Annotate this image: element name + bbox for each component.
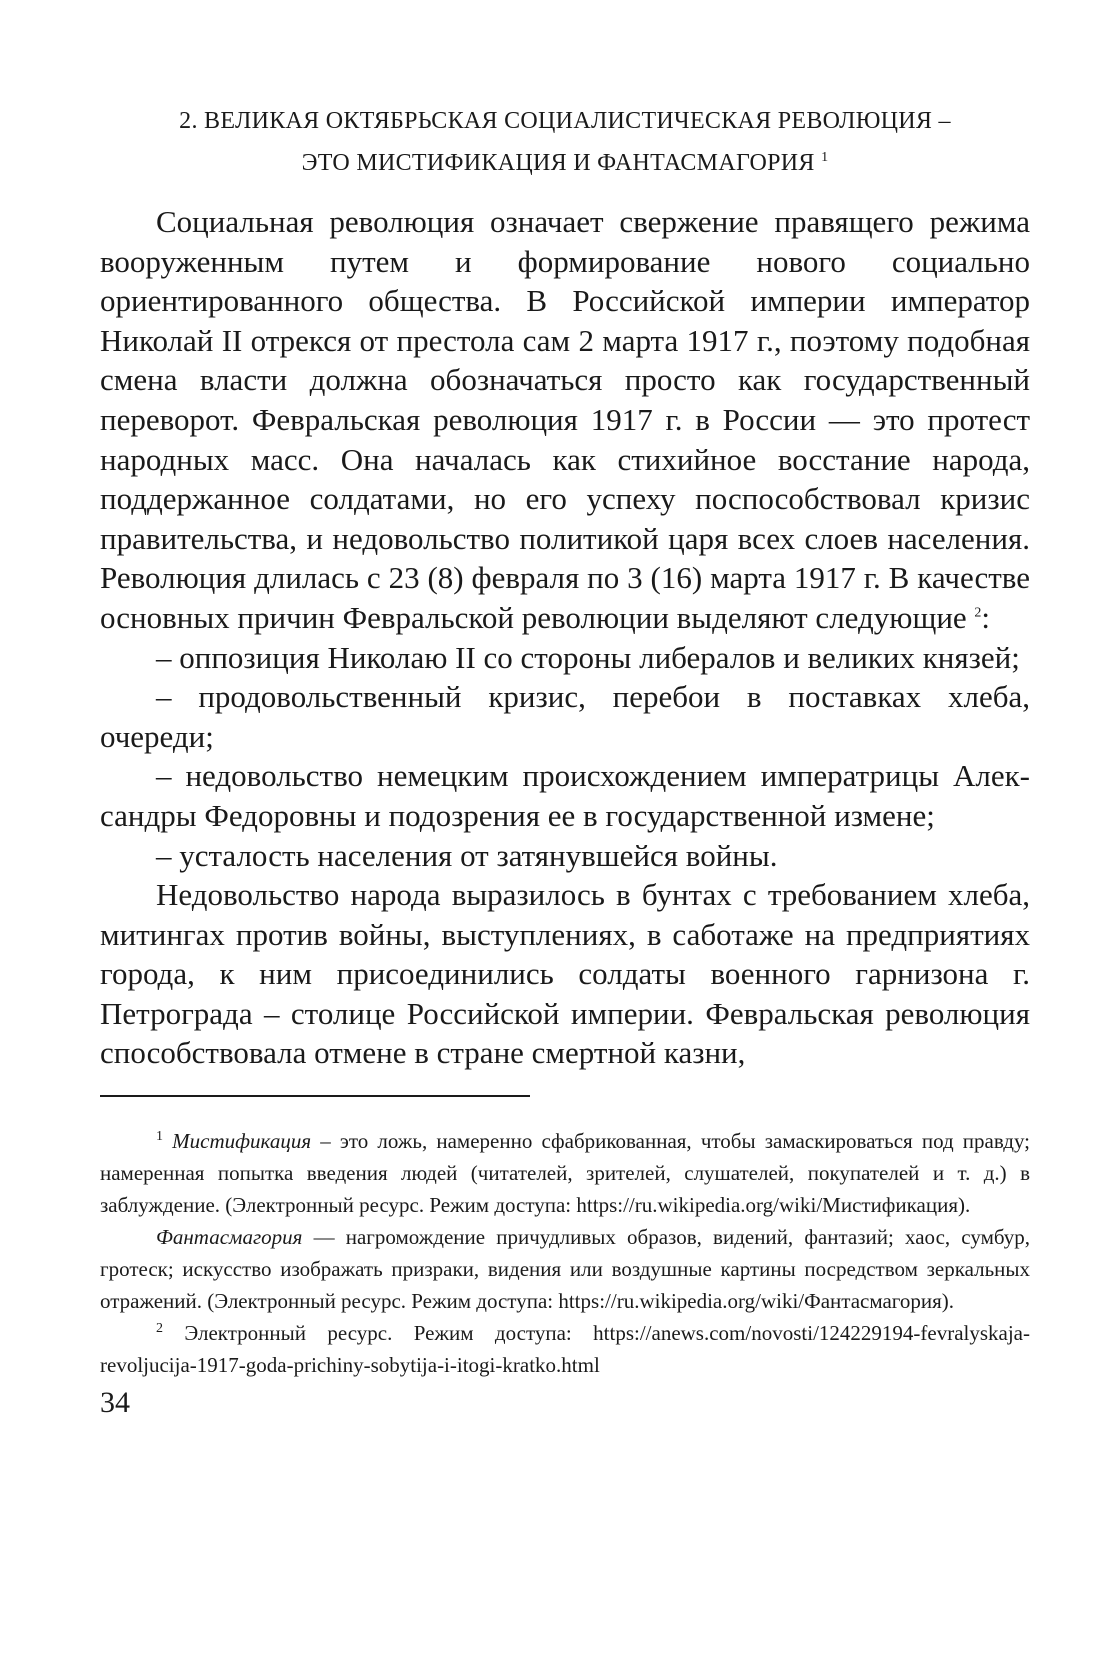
list-item: – недовольство немецким происхождением императрицы Александры Федоровны и подозрения ее в государственной измене; — [100, 758, 1030, 833]
list-item: – усталость населения от затянувшейся войны. — [156, 837, 778, 873]
footnote-2 — [100, 1317, 1030, 1381]
footnote-1b-term: Фантасмагория — [156, 1225, 303, 1250]
paragraph-1-footnote-ref: 2 — [974, 605, 982, 621]
footnote-1-continued — [100, 1221, 1030, 1317]
page-number: 34 — [100, 1386, 130, 1420]
heading-footnote-ref: 1 — [821, 150, 829, 165]
footnote-1-number: 1 — [156, 1129, 163, 1145]
footnote-1b-text: — нагромождение причудливых образов, видений, фантазий; хаос, сумбур, гротеск; искусство изображать призраки, видения или воздушные картины посредством зеркальных отражений. (Электронный ресурс. Режим доступа: https://ru.wikipedia.org/wiki/Фантасмагория). — [100, 1225, 1030, 1314]
footnote-2-text: Электронный ресурс. Режим доступа: https://anews.com/novosti/124229194-fevralyskaja-revoljucija-1917-goda-prichiny-sobytija-i-itogi-kratko.html — [100, 1321, 1030, 1378]
footnote-1-term: Мистификация — [172, 1129, 312, 1154]
footnote-divider — [100, 1095, 530, 1097]
footnotes — [100, 1125, 1030, 1381]
footnote-1 — [100, 1125, 1030, 1221]
paragraph-1 — [100, 202, 1030, 638]
footnote-2-number: 2 — [156, 1321, 163, 1337]
chapter-heading — [100, 100, 1030, 184]
list-item: – продовольственный кризис, перебои в поставках хлеба, очереди; — [100, 679, 1030, 754]
heading-line-1: 2. ВЕЛИКАЯ ОКТЯБРЬСКАЯ СОЦИАЛИСТИЧЕСКАЯ РЕВОЛЮЦИЯ – — [179, 108, 951, 134]
paragraph-1-text: Социальная революция означает свержение правящего режима вооруженным путем и формирование нового социально ориентированного общества. В Российской империи император Николай II отрекся от престола сам 2 марта 1917 г., поэтому подобная смена власти должна обозначаться просто как государственный переворот. Февральская революция 1917 г. в России — это протест народных масс. Она началась как стихийное восстание народа, поддержанное солдатами, но его успеху поспособствовал кризис правительства, и недовольство политикой царя всех слоев населения. Революция длилась с 23 (8) февраля по 3 (16) марта 1917 г. В качестве основных причин Февральской революции выделяют следующие — [100, 204, 1030, 635]
heading-line-2-text: ЭТО МИСТИФИКАЦИЯ И ФАНТАСМАГОРИЯ — [301, 150, 815, 176]
paragraph-1-tail: : — [981, 599, 991, 635]
book-page — [100, 100, 1030, 1421]
list-item: – оппозиция Николаю II со стороны либералов и великих князей; — [156, 639, 1020, 675]
footnote-1-text: – это ложь, намеренно сфабрикованная, чтобы замаскироваться под правду; намеренная попытка введения людей (читателей, зрителей, слушателей, покупателей и т. д.) в заблуждение. (Электронный ресурс. Режим доступа: https://ru.wikipedia.org/wiki/Мистификация). — [100, 1129, 1030, 1218]
main-text — [100, 202, 1030, 1073]
heading-line-2 — [100, 142, 1030, 184]
paragraph-2: Недовольство народа выразилось в бунтах с требованием хлеба, митингах против войны, выступлениях, в саботаже на предприятиях города, к ним присоединились солдаты военного гарнизона г. Петрограда – столице Российской империи. Февральская революция способствовала отмене в стране смертной казни, — [100, 877, 1030, 1071]
